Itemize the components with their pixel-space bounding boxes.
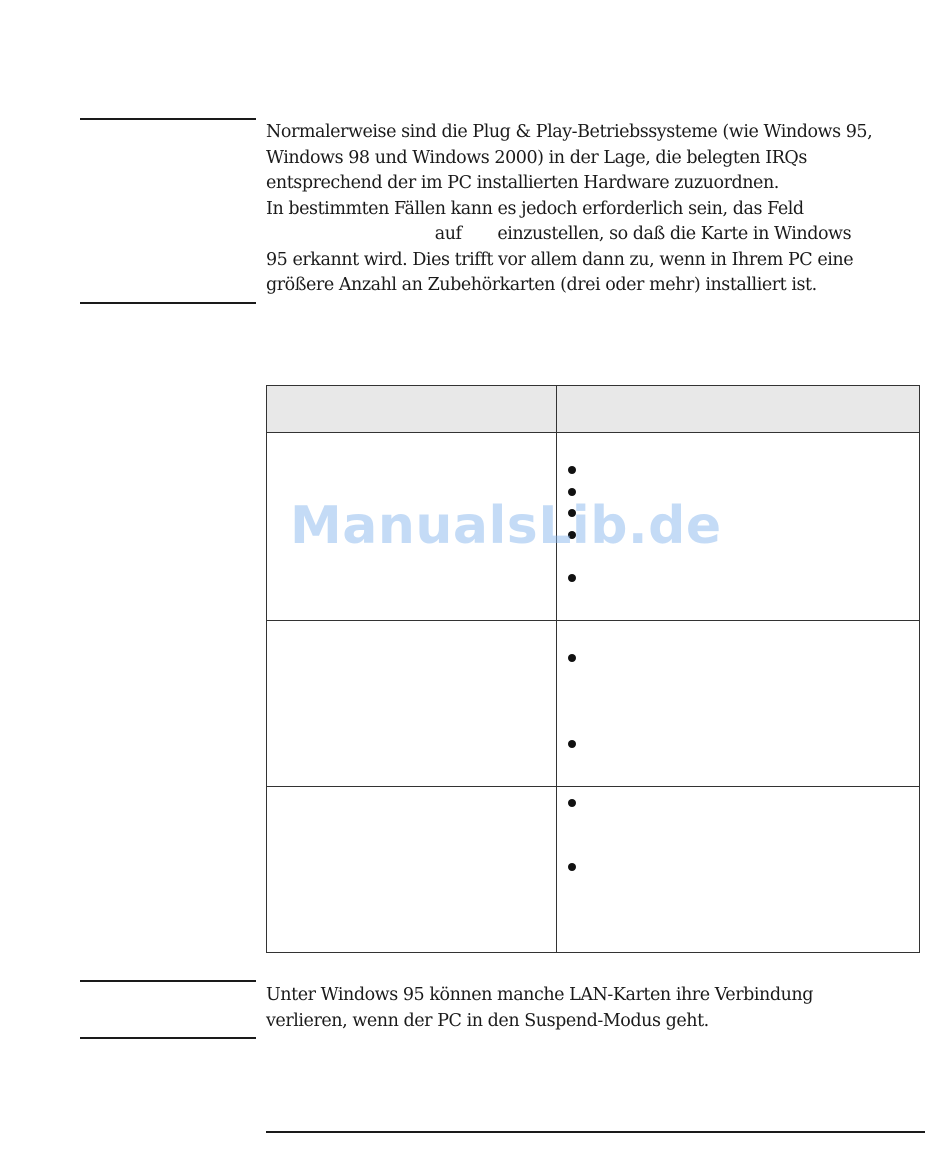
bullet-icon (568, 488, 576, 496)
table-header-row (267, 386, 920, 433)
bullet-icon (568, 466, 576, 474)
bullet-icon (568, 531, 576, 539)
bullet-icon (568, 509, 576, 517)
bullet-icon (568, 799, 576, 807)
note1-line: Windows 98 und Windows 2000) in der Lage, die belegten IRQs (266, 147, 807, 168)
watermark: ManualsLib.de (290, 496, 722, 556)
table-header-cell (267, 386, 557, 433)
note2-top-rule (80, 980, 256, 982)
note1-line: 95 erkannt wird. Dies trifft vor allem dann zu, wenn in Ihrem PC eine (266, 249, 854, 270)
footer-rule (266, 1131, 925, 1133)
note2-bottom-rule (80, 1037, 256, 1039)
table-header-cell (557, 386, 920, 433)
table-cell (267, 433, 557, 621)
table-cell (557, 787, 920, 953)
note1-line: entsprechend der im PC installierten Hardware zuzuordnen. (266, 173, 779, 193)
note2-paragraph (266, 983, 813, 1034)
table-row (267, 433, 920, 621)
note1-top-rule (80, 118, 256, 120)
note2-line: Unter Windows 95 können manche LAN-Karten ihre Verbindung (266, 985, 813, 1005)
note1-line: Normalerweise sind die Plug & Play-Betriebssysteme (wie Windows 95, (266, 122, 873, 142)
table-row (267, 787, 920, 953)
note1-paragraph (266, 120, 872, 299)
table-cell (267, 787, 557, 953)
settings-table (266, 385, 920, 953)
note2-line: verlieren, wenn der PC in den Suspend-Modus geht. (266, 1010, 709, 1031)
table-row (267, 621, 920, 787)
bullet-icon (568, 740, 576, 748)
table-cell (557, 433, 920, 621)
bullet-icon (568, 574, 576, 582)
note1-line: In bestimmten Fällen kann es jedoch erforderlich sein, das Feld (266, 198, 804, 219)
table-cell (267, 621, 557, 787)
note1-line: größere Anzahl an Zubehörkarten (drei oder mehr) installiert ist. (266, 275, 817, 295)
bullet-icon (568, 654, 576, 662)
note1-line: auf einzustellen, so daß die Karte in Windows (266, 224, 852, 244)
bullet-icon (568, 863, 576, 871)
note1-bottom-rule (80, 302, 256, 304)
table-cell (557, 621, 920, 787)
